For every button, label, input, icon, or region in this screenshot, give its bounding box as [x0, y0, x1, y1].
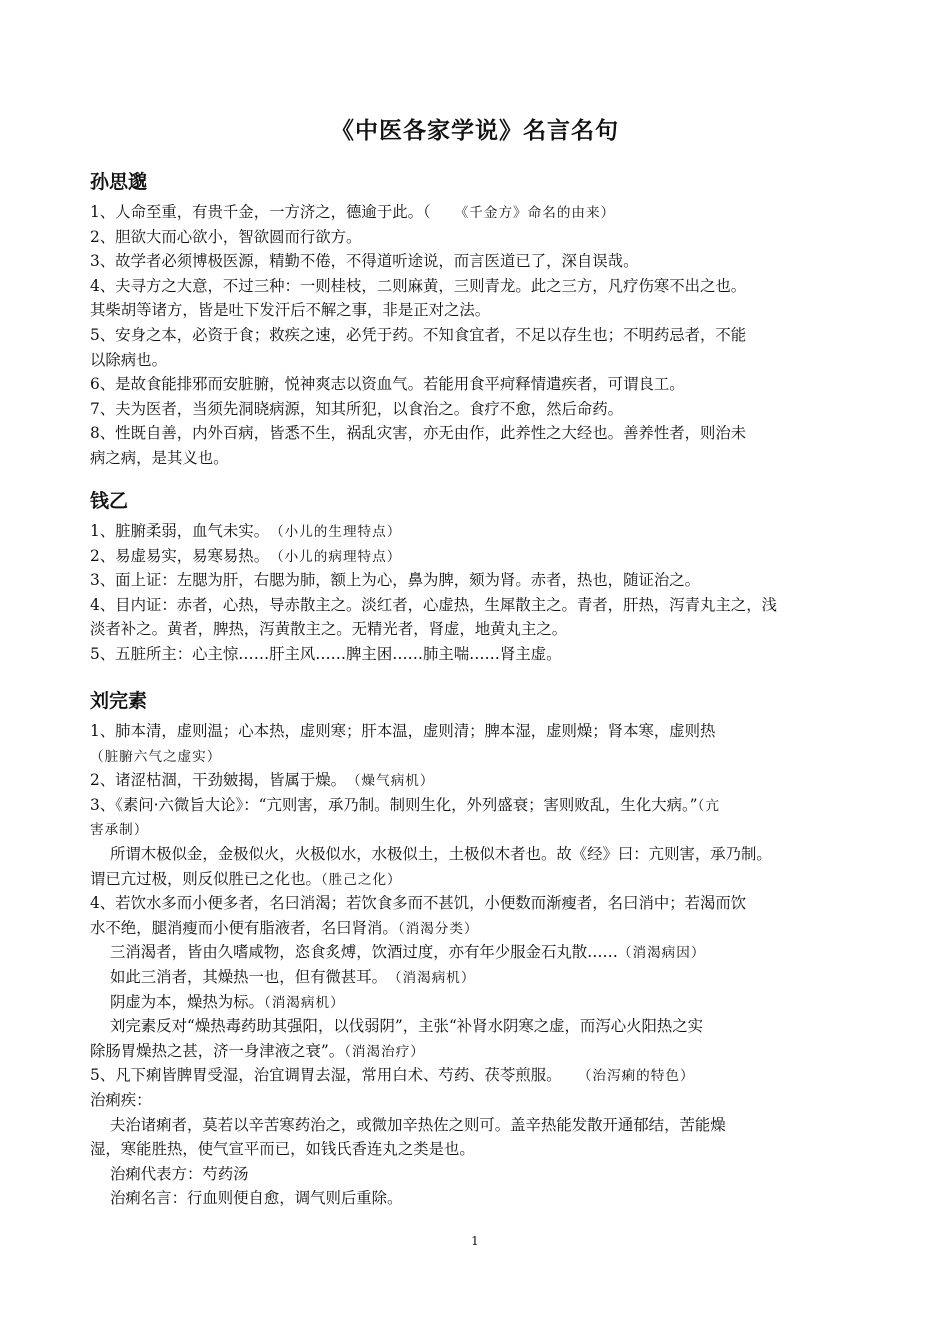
line-note: （治泻痢的特色）: [584, 1068, 695, 1085]
line-text: 7、夫为医者，当须先洞晓病源，知其所犯，以食治之。食疗不愈，然后命药。: [90, 399, 624, 418]
text-line: [90, 1039, 865, 1064]
text-line: [90, 990, 865, 1015]
page-number: 1: [471, 1234, 479, 1248]
section-lines: [90, 200, 865, 471]
text-line: [90, 719, 865, 744]
text-line: [90, 200, 865, 225]
text-line: [90, 817, 865, 842]
text-line: [90, 617, 865, 642]
text-line: [90, 274, 865, 299]
line-text: 如此三消者，其燥热一也，但有微甚耳。: [110, 967, 395, 986]
line-note: （消渴病因）: [617, 945, 706, 962]
text-line: [90, 397, 865, 422]
section-sun-simiao: [90, 164, 865, 471]
line-note: （亢: [697, 797, 720, 814]
section-liu-wansu: [90, 683, 865, 1211]
line-text: 2、诸涩枯涸，干劲皴揭，皆属于燥。: [90, 771, 354, 790]
line-text: 1、人命至重，有贵千金，一方济之，德逾于此。（: [90, 203, 462, 221]
line-text: 治痢疾：: [90, 1090, 152, 1109]
line-text: 5、凡下痢皆脾胃受湿，治宜调胃去湿，常用白术、芍药、茯苓煎服。: [90, 1066, 585, 1085]
text-line: [90, 940, 865, 965]
line-text: 刘完素反对“燥热毒药助其强阳，以伐弱阴”，主张“补肾水阴寒之虚，而泻心火阳热之实: [110, 1017, 704, 1036]
text-line: [90, 1113, 865, 1138]
line-text: 三消渴者，皆由久嗜咸物，恣食炙煿，饮酒过度，亦有年少服金石丸散……: [110, 943, 618, 962]
text-line: [90, 744, 865, 769]
line-text: 8、性既自善，内外百病，皆悉不生，祸乱灾害，亦无由作，此养性之大经也。善养性者，则治未: [90, 424, 747, 443]
text-line: [90, 768, 865, 793]
text-line: [90, 544, 865, 569]
text-line: [90, 1162, 865, 1187]
text-line: [90, 568, 865, 593]
line-text: 4、夫寻方之大意，不过三种：一则桂枝，二则麻黄，三则青龙。此之三方，凡疗伤寒不出之也。: [90, 276, 747, 295]
line-note: （消渴治疗）: [344, 1043, 425, 1060]
line-text: 3、故学者必须博极医源，精勤不倦，不得道听途说，而言医道已了，深自误哉。: [90, 252, 639, 271]
text-line: [90, 1014, 865, 1039]
line-note: （消渴病机）: [394, 969, 476, 986]
line-text: 1、肺本清，虚则温；心本热，虚则寒；肝本温，虚则清；脾本湿，虚则燥；肾本寒，虚则热: [90, 722, 716, 740]
line-text: 病之病，是其义也。: [90, 448, 229, 467]
text-line: [90, 519, 865, 544]
text-line: [90, 1186, 865, 1211]
section-lines: [90, 719, 865, 1211]
text-line: [90, 323, 865, 348]
text-line: [90, 249, 865, 274]
text-line: [90, 1137, 865, 1162]
text-line: [90, 867, 865, 892]
text-line: [90, 446, 865, 471]
line-note: （胜己之化）: [320, 871, 402, 888]
line-text: 3、面上证：左腮为肝，右腮为肺，额上为心，鼻为脾，颏为肾。赤者，热也，随证治之。: [90, 571, 701, 590]
line-text: 淡者补之。黄者，脾热，泻黄散主之。无精光者，肾虚，地黄丸主之。: [90, 620, 568, 639]
section-heading: 孙思邈: [90, 171, 148, 193]
text-line: [90, 842, 865, 867]
text-line: [90, 916, 865, 941]
line-text: 阴虚为本，燥热为标。: [110, 992, 264, 1011]
line-text: 3、《素问·六微旨大论》：“亢则害，承乃制。制则生化，外列盛衰；害则败乱，生化大病。”: [90, 795, 698, 814]
text-line: [90, 372, 865, 397]
text-line: [90, 965, 865, 990]
text-line: [90, 1088, 865, 1113]
text-line: [90, 421, 865, 446]
line-note: （小儿的生理特点）: [276, 524, 402, 540]
section-heading: 钱乙: [90, 490, 129, 512]
line-text: 4、目内证：赤者，心热，导赤散主之。淡红者，心虚热，生犀散主之。青者，肝热，泻青丸主之，浅: [90, 595, 777, 614]
line-text: 夫治诸痢者，莫若以辛苦寒药治之，或微加辛热佐之则可。盖辛热能发散开通郁结，苦能燥: [110, 1115, 726, 1134]
text-line: [90, 642, 865, 667]
line-note: （消渴分类）: [397, 920, 479, 937]
page-title: 《中医各家学说》名言名句: [331, 118, 619, 144]
line-note: （燥气病机）: [353, 773, 435, 790]
line-note: 害承制）: [90, 822, 149, 839]
section-lines: [90, 519, 865, 667]
text-line: [90, 891, 865, 916]
line-text: 6、是故食能排邪而安脏腑，悦神爽志以资血气。若能用食平疴释情遣疾者，可谓良工。: [90, 375, 685, 394]
text-line: [90, 298, 865, 323]
section-heading: 刘完素: [90, 690, 148, 712]
line-text: 4、若饮水多而小便多者，名曰消渴；若饮食多而不甚饥，小便数而渐瘦者，名曰消中；若渴而饮: [90, 894, 747, 913]
line-text: 治痢代表方：芍药汤: [110, 1164, 249, 1183]
text-line: [90, 793, 865, 818]
line-text: 5、五脏所主：心主惊……肝主风……脾主困……肺主喘……肾主虚。: [90, 644, 562, 663]
line-text: 1、脏腑柔弱，血气未实。: [90, 522, 277, 540]
line-text: 其柴胡等诸方，皆是吐下发汗后不解之事，非是正对之法。: [90, 301, 491, 320]
line-text: 所谓木极似金，金极似火，火极似水，水极似土，土极似木者也。故《经》曰：亢则害，承乃制。: [110, 844, 772, 863]
line-note: （脏腑六气之虚实）: [90, 748, 222, 765]
text-line: [90, 348, 865, 373]
line-text: 2、胆欲大而心欲小，智欲圆而行欲方。: [90, 227, 362, 246]
line-text: 除肠胃燥热之甚，济一身津液之衰”。: [90, 1041, 345, 1060]
line-text: 2、易虚易实，易寒易热。: [90, 546, 277, 565]
line-text: 以除病也。: [90, 350, 167, 369]
line-text: 治痢名言：行血则便自愈，调气则后重除。: [110, 1189, 403, 1208]
section-qian-yi: [90, 483, 865, 667]
text-line: [90, 1063, 865, 1088]
line-text: 谓已亢过极，则反似胜已之化也。: [90, 869, 321, 888]
text-line: [90, 593, 865, 618]
line-note: （消渴病机）: [263, 994, 345, 1011]
line-text: 水不绝，腿消瘦而小便有脂液者，名曰肾消。: [90, 918, 398, 937]
line-text: 5、安身之本，必资于食；救疾之速，必凭于药。不知食宜者，不足以存生也；不明药忌者，不能: [90, 325, 747, 344]
line-note: （小儿的病理特点）: [276, 548, 402, 565]
text-line: [90, 225, 865, 250]
line-text: 湿，寒能胜热，使气宣平而已，如钱氏香连丸之类是也。: [90, 1140, 475, 1159]
line-note: 《千金方》命名的由来）: [461, 205, 616, 221]
